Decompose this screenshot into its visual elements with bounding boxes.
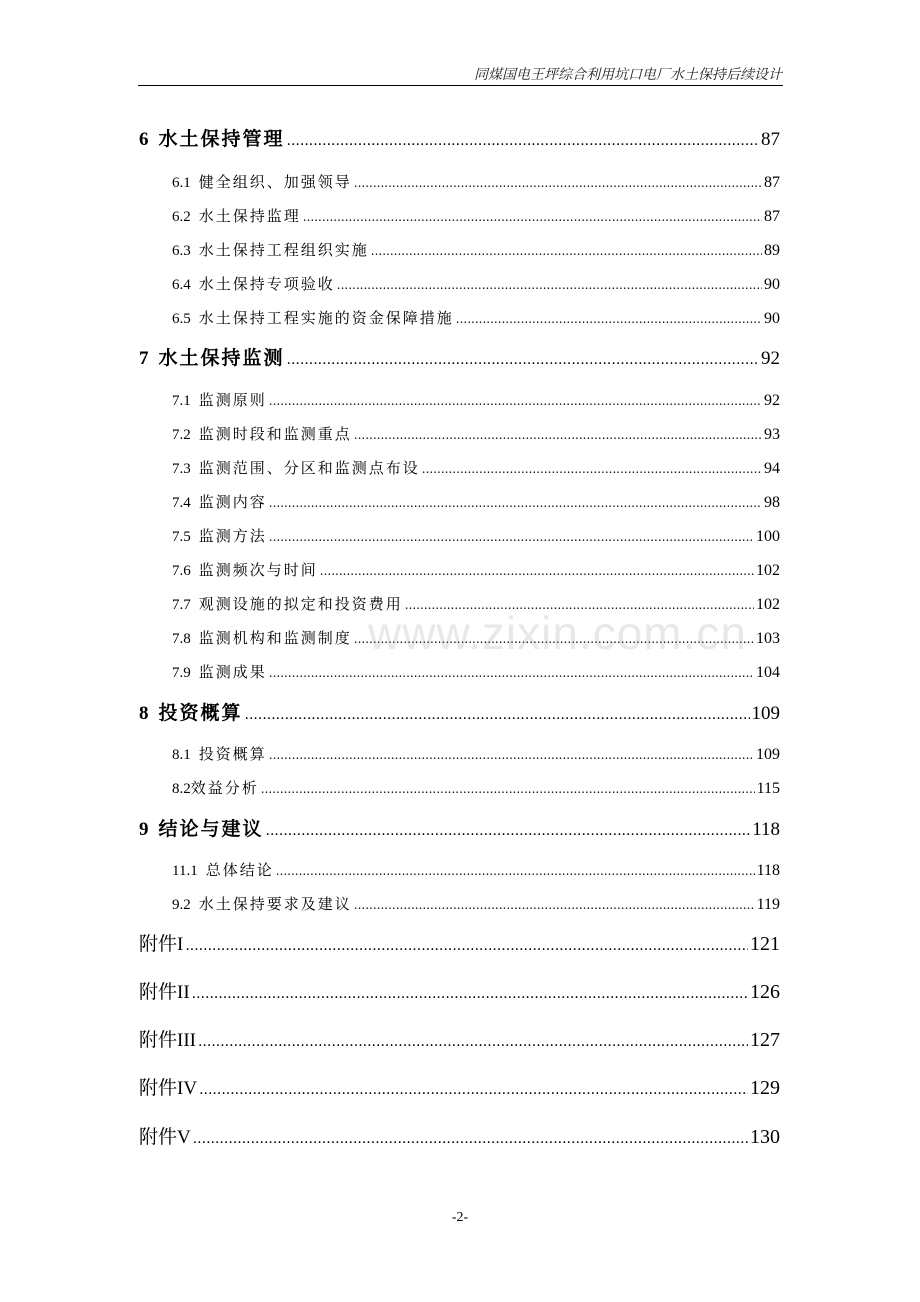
toc-page-number: 127 (750, 1029, 780, 1051)
toc-page-number: 109 (751, 703, 780, 724)
toc-title: 监测机构和监测制度 (198, 629, 352, 647)
toc-entry-6-4[interactable] (172, 273, 780, 294)
toc-page-number: 126 (750, 981, 780, 1003)
dot-leader (269, 666, 754, 680)
toc-number: 7.9 (172, 665, 191, 681)
dot-leader (337, 278, 762, 292)
toc-entry-11-1[interactable] (172, 859, 780, 880)
toc-entry-appendix-3[interactable] (139, 1025, 780, 1052)
toc-title: 投资概算 (158, 702, 243, 724)
toc-entry-9-2[interactable] (172, 893, 780, 914)
dot-leader (320, 564, 754, 578)
toc-title: 监测方法 (198, 527, 267, 545)
toc-number: 11.1 (172, 863, 198, 879)
toc-entry-chapter-8[interactable] (139, 698, 780, 725)
toc-page-number: 102 (756, 562, 780, 579)
toc-title: 监测时段和监测重点 (198, 425, 352, 443)
dot-leader (192, 986, 748, 1002)
toc-entry-appendix-5[interactable] (139, 1122, 780, 1149)
toc-entry-6-3[interactable] (172, 239, 780, 260)
toc-title: 观测设施的拟定和投资费用 (198, 595, 403, 613)
toc-number: 6.4 (172, 277, 191, 293)
toc-page-number: 118 (756, 862, 780, 879)
dot-leader (422, 462, 762, 476)
dot-leader (287, 352, 759, 368)
dot-leader (185, 938, 748, 954)
toc-entry-7-4[interactable] (172, 491, 780, 512)
toc-title: 水土保持专项验收 (198, 275, 335, 293)
toc-page-number: 87 (761, 129, 780, 150)
toc-entry-8-1[interactable] (172, 743, 780, 764)
toc-title: 附件I (139, 934, 184, 955)
dot-leader (269, 530, 754, 544)
toc-page-number: 90 (764, 276, 780, 293)
toc-title: 水土保持监理 (198, 207, 301, 225)
toc-page-number: 130 (750, 1126, 780, 1148)
toc-page-number: 87 (764, 174, 780, 191)
toc-number: 6 (139, 129, 149, 150)
toc-page-number: 100 (756, 528, 780, 545)
toc-page-number: 129 (750, 1077, 780, 1099)
toc-title: 监测频次与时间 (198, 561, 318, 579)
dot-leader (266, 823, 751, 839)
toc-entry-7-2[interactable] (172, 423, 780, 444)
toc-page-number: 87 (764, 208, 780, 225)
dot-leader (269, 394, 762, 408)
dot-leader (276, 864, 755, 878)
dot-leader (303, 210, 762, 224)
toc-page-number: 98 (764, 494, 780, 511)
dot-leader (261, 782, 755, 796)
toc-title: 效益分析 (190, 779, 259, 797)
toc-number: 8 (139, 703, 149, 724)
toc-title: 水土保持工程实施的资金保障措施 (198, 309, 454, 327)
dot-leader (193, 1131, 748, 1147)
toc-page-number: 92 (764, 392, 780, 409)
toc-entry-6-2[interactable] (172, 205, 780, 226)
toc-number: 7.7 (172, 597, 191, 613)
toc-title: 投资概算 (198, 745, 267, 763)
toc-title: 水土保持监测 (158, 347, 285, 369)
toc-number: 7 (139, 348, 149, 369)
dot-leader (198, 1034, 748, 1050)
toc-title: 附件II (139, 982, 190, 1003)
toc-title: 监测内容 (198, 493, 267, 511)
toc-page-number: 92 (761, 348, 780, 369)
dot-leader (456, 312, 762, 326)
toc-number: 7.4 (172, 495, 191, 511)
dot-leader (269, 496, 762, 510)
toc-entry-chapter-6[interactable] (139, 124, 780, 151)
toc-entry-8-2[interactable] (172, 777, 780, 798)
watermark: www.zixin.com.cn (368, 607, 747, 659)
toc-title: 水土保持工程组织实施 (198, 241, 369, 259)
toc-number: 6.3 (172, 243, 191, 259)
toc-title: 监测范围、分区和监测点布设 (198, 459, 420, 477)
toc-title: 监测成果 (198, 663, 267, 681)
toc-title: 附件IV (139, 1078, 198, 1099)
toc-title: 附件III (139, 1030, 196, 1051)
toc-title: 水土保持要求及建议 (198, 895, 352, 913)
toc-number: 6.5 (172, 311, 191, 327)
toc-page-number: 115 (756, 780, 780, 797)
toc-page-number: 119 (756, 896, 780, 913)
toc-entry-7-6[interactable] (172, 559, 780, 580)
header-rule (138, 85, 783, 86)
toc-title: 监测原则 (198, 391, 267, 409)
toc-page-number: 94 (764, 460, 780, 477)
running-header: 同煤国电王坪综合利用坑口电厂水土保持后续设计 (474, 67, 782, 83)
toc-title: 附件V (139, 1127, 191, 1148)
toc-page-number: 102 (756, 596, 780, 613)
dot-leader (245, 707, 750, 723)
dot-leader (199, 1082, 748, 1098)
toc-title: 水土保持管理 (158, 128, 285, 150)
toc-number: 8.2 (172, 781, 191, 797)
toc-entry-6-1[interactable] (172, 171, 780, 192)
toc-number: 8.1 (172, 747, 191, 763)
toc-title: 总体结论 (205, 861, 274, 879)
toc-number: 7.6 (172, 563, 191, 579)
toc-page-number: 109 (756, 746, 780, 763)
toc-entry-7-5[interactable] (172, 525, 780, 546)
toc-entry-7-1[interactable] (172, 389, 780, 410)
dot-leader (354, 176, 762, 190)
toc-entry-chapter-7[interactable] (139, 343, 780, 370)
toc-entry-appendix-1[interactable] (139, 929, 780, 956)
toc-page-number: 89 (764, 242, 780, 259)
toc-page-number: 121 (750, 933, 780, 955)
toc-page-number: 118 (752, 819, 780, 840)
toc-number: 7.1 (172, 393, 191, 409)
dot-leader (371, 244, 762, 258)
toc-number: 9.2 (172, 897, 191, 913)
toc-number: 9 (139, 819, 149, 840)
dot-leader (287, 133, 759, 149)
toc-title: 结论与建议 (158, 818, 264, 840)
toc-page-number: 103 (756, 630, 780, 647)
toc-page-number: 90 (764, 310, 780, 327)
toc-number: 7.3 (172, 461, 191, 477)
toc-page-number: 104 (756, 664, 780, 681)
dot-leader (354, 898, 755, 912)
toc-number: 7.5 (172, 529, 191, 545)
toc-number: 6.1 (172, 175, 191, 191)
toc-entry-chapter-9[interactable] (139, 814, 780, 841)
dot-leader (269, 748, 754, 762)
toc-title: 健全组织、加强领导 (198, 173, 352, 191)
toc-entry-appendix-4[interactable] (139, 1073, 780, 1100)
toc-entry-7-9[interactable] (172, 661, 780, 682)
toc-number: 7.8 (172, 631, 191, 647)
toc-number: 6.2 (172, 209, 191, 225)
toc-entry-6-5[interactable] (172, 307, 780, 328)
toc-entry-appendix-2[interactable] (139, 977, 780, 1004)
toc-number: 7.2 (172, 427, 191, 443)
page-number: -2- (451, 1210, 469, 1225)
dot-leader (354, 428, 762, 442)
toc-page-number: 93 (764, 426, 780, 443)
toc-entry-7-3[interactable] (172, 457, 780, 478)
